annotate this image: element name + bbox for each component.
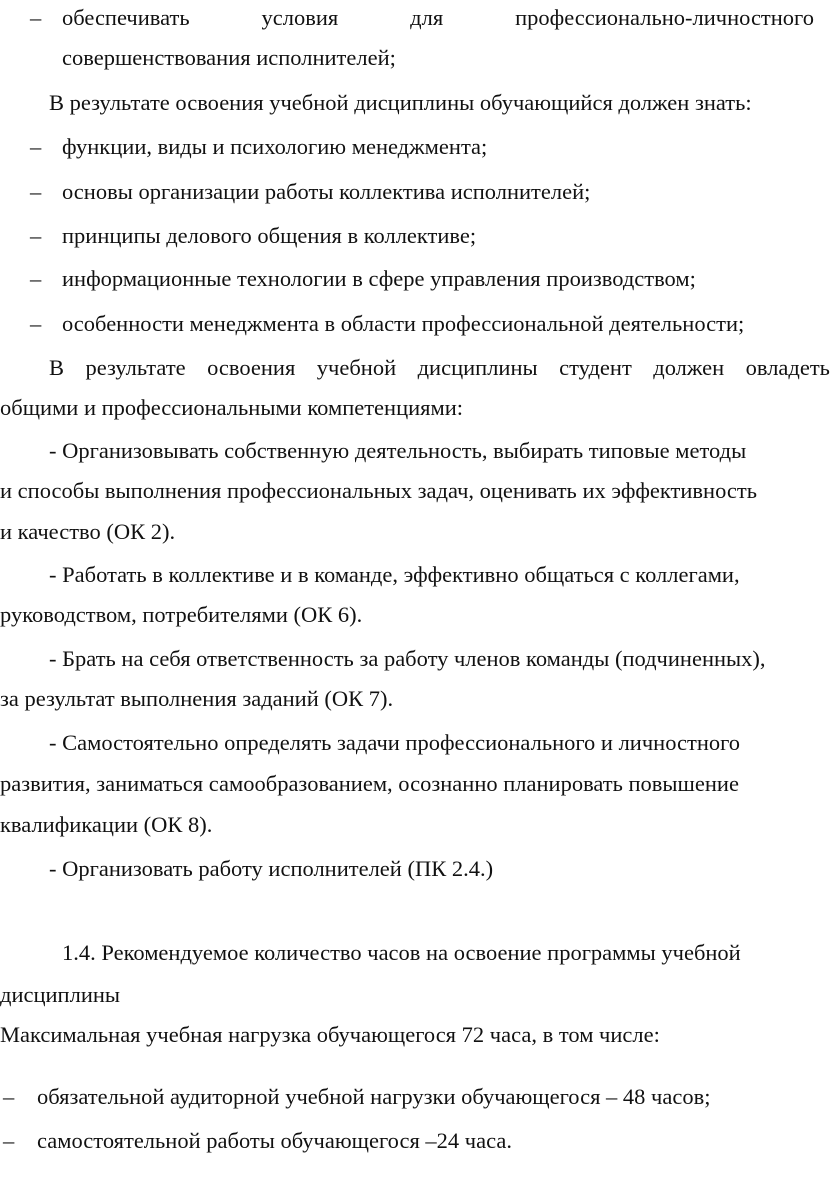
word: обеспечивать (62, 5, 190, 30)
competency-line: и способы выполнения профессиональных задач, оценивать их эффективность (0, 478, 757, 503)
competency-line: - Организовать работу исполнителей (ПК 2.4.) (49, 856, 494, 881)
bullet-dash: – (3, 1128, 15, 1153)
bullet-dash: – (30, 266, 42, 291)
section-heading: 1.4. Рекомендуемое количество часов на освоение программы учебной (62, 940, 741, 965)
word: условия (261, 5, 339, 30)
competence-intro-line (49, 357, 830, 380)
know-intro: В результате освоения учебной дисциплины обучающийся должен знать: (49, 90, 752, 115)
word: профессионально-личностного (515, 5, 814, 30)
bullet-dash: – (30, 5, 42, 30)
bullet-item-line (62, 7, 814, 30)
bullet-item-continuation: совершенствования исполнителей; (62, 45, 396, 70)
section-heading-continuation: дисциплины (0, 982, 121, 1007)
competence-intro-continuation: общими и профессиональными компетенциями: (0, 395, 464, 420)
bullet-dash: – (30, 134, 42, 159)
bullet-dash: – (30, 223, 42, 248)
load-item: обязательной аудиторной учебной нагрузки обучающегося – 48 часов; (37, 1084, 711, 1109)
load-item: самостоятельной работы обучающегося –24 часа. (37, 1128, 512, 1153)
word: В (49, 355, 65, 380)
bullet-dash: – (30, 179, 42, 204)
bullet-dash: – (3, 1084, 15, 1109)
know-item: функции, виды и психологию менеджмента; (62, 134, 488, 159)
know-item: особенности менеджмента в области профессиональной деятельности; (62, 311, 745, 336)
competency-line: - Организовывать собственную деятельность, выбирать типовые методы (49, 438, 747, 463)
word: студент (559, 355, 632, 380)
know-item: основы организации работы коллектива исполнителей; (62, 179, 591, 204)
competency-line: - Работать в коллективе и в команде, эффективно общаться с коллегами, (49, 562, 740, 587)
word: овладеть (745, 355, 830, 380)
know-item: принципы делового общения в коллективе; (62, 223, 477, 248)
bullet-dash: – (30, 311, 42, 336)
competency-line: и качество (ОК 2). (0, 519, 176, 544)
competency-line: - Брать на себя ответственность за работу членов команды (подчиненных), (49, 646, 766, 671)
word: для (410, 5, 444, 30)
competency-line: за результат выполнения заданий (ОК 7). (0, 686, 394, 711)
know-item: информационные технологии в сфере управления производством; (62, 266, 696, 291)
word: освоения (207, 355, 296, 380)
word: учебной (316, 355, 397, 380)
word: дисциплины (417, 355, 538, 380)
word: результате (85, 355, 186, 380)
competency-line: - Самостоятельно определять задачи профессионального и личностного (49, 730, 741, 755)
competency-line: руководством, потребителями (ОК 6). (0, 602, 363, 627)
word: должен (653, 355, 725, 380)
competency-line: квалификации (ОК 8). (0, 812, 213, 837)
competency-line: развития, заниматься самообразованием, осознанно планировать повышение (0, 771, 739, 796)
max-load-text: Максимальная учебная нагрузка обучающегося 72 часа, в том числе: (0, 1022, 660, 1047)
